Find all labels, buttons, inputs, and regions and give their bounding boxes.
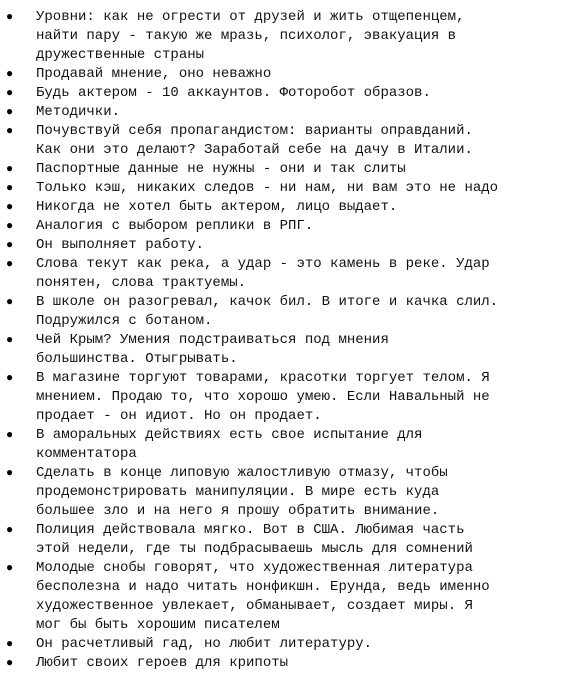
list-item: ● Продавай мнение, оно неважно [0, 65, 580, 84]
list-item: ● Чей Крым? Умения подстраиваться под мнения большинства. Отыгрывать. [0, 331, 580, 369]
list-item: ● Паспортные данные не нужны - они и так слиты [0, 160, 580, 179]
list-item: ● В аморальных действиях есть свое испытание для комментатора [0, 426, 580, 464]
list-item: ● Будь актером - 10 аккаунтов. Фоторобот образов. [0, 84, 580, 103]
list-item: ● Полиция действовала мягко. Вот в США. Любимая часть этой недели, где ты подбрасываешь мысль для сомнений [0, 521, 580, 559]
list-item: ● Почувствуй себя пропагандистом: варианты оправданий. Как они это делают? Заработай себе на дачу в Италии. [0, 122, 580, 160]
list-item: ● Сделать в конце липовую жалостливую отмазу, чтобы продемонстрировать манипуляции. В мире есть куда большее зло и на него я прошу обратить внимание. [0, 464, 580, 521]
list-item: ● В школе он разогревал, качок бил. В итоге и качка слил. Подружился с ботаном. [0, 293, 580, 331]
list-item: ● В магазине торгуют товарами, красотки торгует телом. Я мнением. Продаю то, что хорошо умею. Если Навальный не продает - он идиот. Но он продает. [0, 369, 580, 426]
list-item: ● Никогда не хотел быть актером, лицо выдает. [0, 198, 580, 217]
list-item: ● Только кэш, никаких следов - ни нам, ни вам это не надо [0, 179, 580, 198]
list-item: ● Он выполняет работу. [0, 236, 580, 255]
list-item: ● Аналогия с выбором реплики в РПГ. [0, 217, 580, 236]
list-item: ● Он расчетливый гад, но любит литературу. [0, 635, 580, 654]
list-item: ● Уровни: как не огрести от друзей и жить отщепенцем, найти пару - такую же мразь, психолог, эвакуация в дружественные страны [0, 8, 580, 65]
list-item: ● Слова текут как река, а удар - это камень в реке. Удар понятен, слова трактуемы. [0, 255, 580, 293]
list-item: ● Любит своих героев для крипоты [0, 654, 580, 673]
list-item: ● Молодые снобы говорят, что художественная литература бесполезна и надо читать нонфикшн. Ерунда, ведь именно художественное увлекает, обманывает, создает миры. Я мог бы быть хорошим писателем [0, 559, 580, 635]
list-item: ● Методички. [0, 103, 580, 122]
